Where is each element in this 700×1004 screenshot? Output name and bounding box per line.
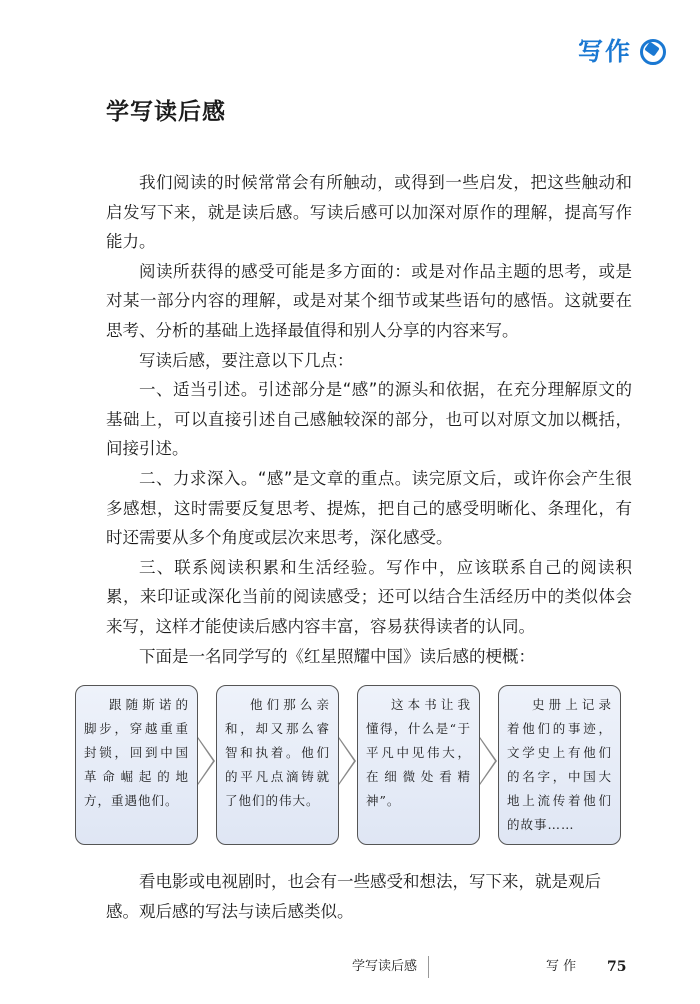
summary-flow	[75, 685, 625, 845]
arrow-right-icon	[339, 685, 357, 845]
paragraph: 写读后感，要注意以下几点：	[139, 350, 354, 370]
footer-divider	[428, 956, 429, 978]
paragraph: 一、适当引述。引述部分是“感”的源头和依据，在充分理解原文的基础上，可以直接引述自己感触较深的部分，也可以对原文加以概括，间接引述。	[106, 380, 632, 459]
summary-box: 史册上记录着他们的事迹，文学史上有他们的名字，中国大地上流传着他们的故事……	[498, 685, 621, 845]
section-label: 写作	[577, 37, 632, 66]
page-title: 学写读后感	[106, 99, 226, 125]
paragraph: 三、联系阅读积累和生活经验。写作中，应该联系自己的阅读积累，来印证或深化当前的阅读感受；还可以结合生活经历中的类似体会来写，这样才能使读后感内容丰富，容易获得读者的认同。	[106, 557, 632, 636]
summary-box: 这本书让我懂得，什么是“于平凡中见伟大，在细微处看精神”。	[357, 685, 480, 845]
paragraph: 我们阅读的时候常常会有所触动，或得到一些启发，把这些触动和启发写下来，就是读后感。写读后感可以加深对原作的理解，提高写作能力。	[106, 173, 632, 252]
section-header	[578, 36, 666, 68]
arrow-right-icon	[480, 685, 498, 845]
body-text	[106, 168, 632, 671]
footer-section: 写 作	[546, 959, 577, 975]
footer-title: 学写读后感	[352, 959, 418, 975]
pen-icon	[640, 39, 666, 65]
closing-text	[106, 867, 632, 926]
arrow-right-icon	[198, 685, 216, 845]
summary-box: 他们那么亲和，却又那么睿智和执着。他们的平凡点滴铸就了他们的伟大。	[216, 685, 339, 845]
paragraph: 看电影或电视剧时，也会有一些感受和想法，写下来，就是观后感。观后感的写法与读后感类似。	[106, 872, 601, 921]
paragraph: 下面是一名同学写的《红星照耀中国》读后感的梗概：	[139, 646, 535, 666]
paragraph: 二、力求深入。“感”是文章的重点。读完原文后，或许你会产生很多感想，这时需要反复思考、提炼，把自己的感受明晰化、条理化，有时还需要从多个角度或层次来思考，深化感受。	[106, 468, 632, 548]
paragraph: 阅读所获得的感受可能是多方面的：或是对作品主题的思考，或是对某一部分内容的理解，或是对某个细节或某些语句的感悟。这就要在思考、分析的基础上选择最值得和别人分享的内容来写。	[106, 261, 632, 340]
page-number: 75	[607, 959, 627, 976]
page-footer	[0, 926, 700, 980]
summary-box: 跟随斯诺的脚步，穿越重重封锁，回到中国革命崛起的地方，重遇他们。	[75, 685, 198, 845]
